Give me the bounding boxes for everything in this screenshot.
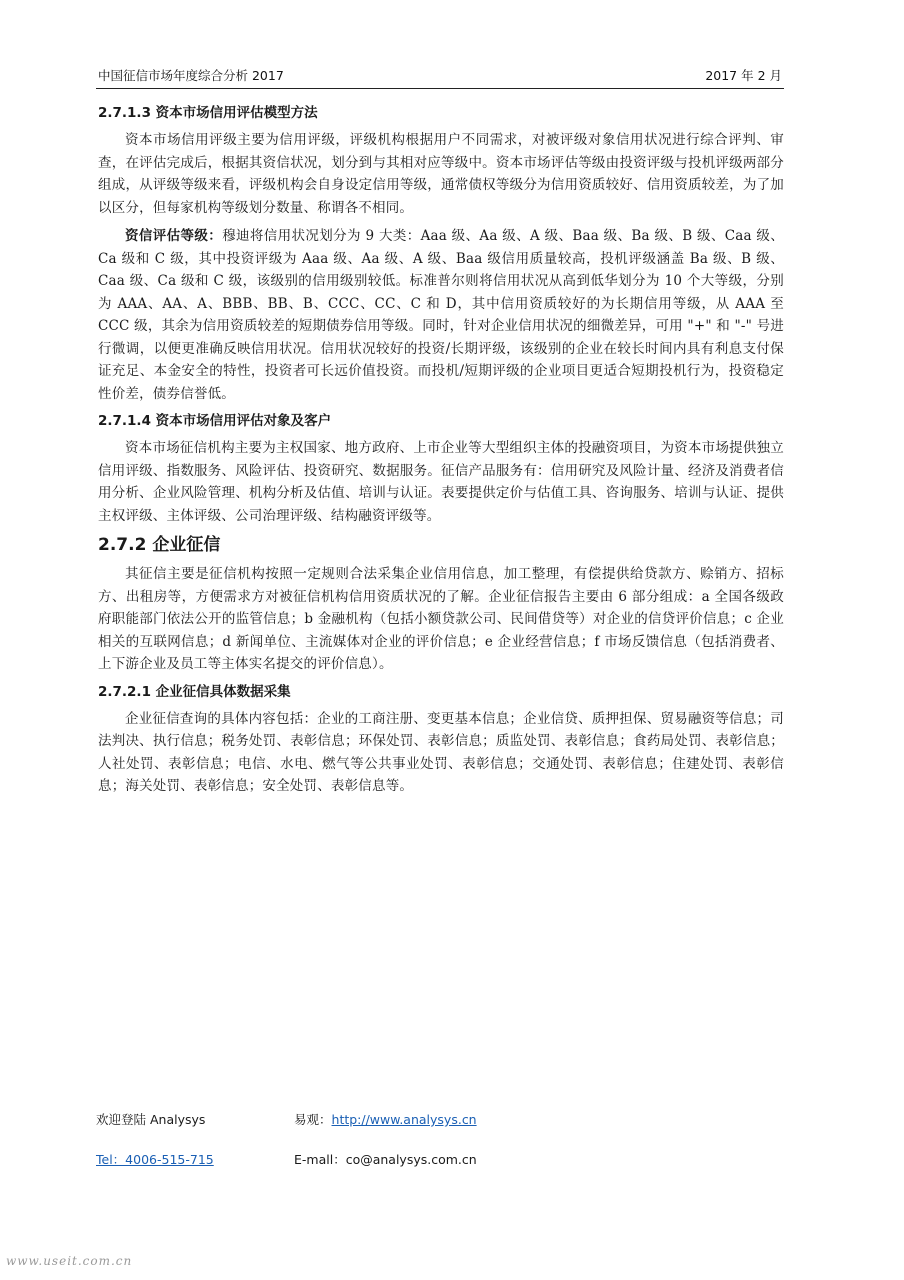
footer-site-label: 易观： (294, 1112, 332, 1127)
footer-email: E-mall：co@analysys.com.cn (294, 1152, 477, 1167)
header-title: 中国征信市场年度综合分析 2017 (98, 68, 284, 83)
paragraph-rating-levels (98, 225, 784, 405)
section-heading-2721: 2.7.2.1 企业征信具体数据采集 (98, 683, 291, 700)
paragraph-rating-methods: 资本市场信用评级主要为信用评级，评级机构根据用户不同需求，对被评级对象信用状况进行综合评判、审查，在评估完成后，根据其资信状况，划分到与其相对应等级中。资本市场评估等级由投资评级与投机评级两部分组成，从评级等级来看，评级机构会自身设定信用等级，通常债权等级分为信用资质较好、信用资质较差，为了加以区分，但每家机构等级划分数量、称谓各不相同。 (98, 132, 784, 216)
website-link[interactable]: http://www.analysys.cn (331, 1112, 477, 1127)
paragraph-data-collection: 企业征信查询的具体内容包括：企业的工商注册、变更基本信息；企业信贷、质押担保、贸易融资等信息；司法判决、执行信息；税务处罚、表彰信息；环保处罚、表彰信息；质监处罚、表彰信息；食药局处罚、表彰信息；人社处罚、表彰信息；电信、水电、燃气等公共事业处罚、表彰信息；交通处罚、表彰信息；住建处罚、表彰信息；海关处罚、表彰信息；安全处罚、表彰信息等。 (98, 710, 784, 794)
rating-levels-lead: 资信评估等级： (125, 228, 223, 244)
rating-levels-text: 穆迪将信用状况划分为 9 大类：Aaa 级、Aa 级、A 级、Baa 级、Ba 级、B 级、Caa 级、Ca 级和 C 级，其中投资评级为 Aaa 级、Aa 级、A 级、Baa 级信用质量较高，投机评级涵盖 Ba 级、B 级、Caa 级、Ca 级和 C 级，该级别的信用级别较低。标准普尔则将信用状况从高到低华划分为 10 个大等级，分别为 AAA、AA、A、BBB、BB、B、CCC、CC、C 和 D，其中信用资质较好的为长期信用等级，从 AAA 至 CCC 级，其余为信用资质较差的短期债券信用等级。同时，针对企业信用状况的细微差异，可用 "+" 和 "-" 号进行微调，以便更准确反映信用状况。信用状况较好的投资/长期评级，该级别的企业在较长时间内具有利息支付保证充足、本金安全的特性，投资者可长远价值投资。而投机/短期评级的企业项目更适合短期投机行为，投资稳定性价差，债券信誉低。 (98, 228, 784, 402)
footer-site (294, 1110, 477, 1128)
paragraph-enterprise-credit: 其征信主要是征信机构按照一定规则合法采集企业信用信息，加工整理，有偿提供给贷款方、赊销方、招标方、出租房等，方便需求方对被征信机构信用资质状况的了解。企业征信报告主要由 6 部分组成：a 全国各级政府职能部门依法公开的监管信息；b 金融机构（包括小额贷款公司、民间借贷等）对企业的信贷评价信息；c 企业相关的互联网信息；d 新闻单位、主流媒体对企业的评价信息；e 企业经营信息；f 市场反馈信息（包括消费者、上下游企业及员工等主体实名提交的评价信息）。 (98, 566, 784, 672)
section-heading-272: 2.7.2 企业征信 (98, 535, 221, 555)
section-heading-2714: 2.7.1.4 资本市场信用评估对象及客户 (98, 413, 332, 429)
section-heading-2713: 2.7.1.3 资本市场信用评估模型方法 (98, 105, 318, 121)
watermark: www.useit.com.cn (6, 1254, 133, 1268)
header-divider (96, 88, 784, 89)
document-body (98, 103, 784, 804)
header-date: 2017 年 2 月 (705, 68, 782, 83)
paragraph-rating-clients: 资本市场征信机构主要为主权国家、地方政府、上市企业等大型组织主体的投融资项目，为资本市场提供独立信用评级、指数服务、风险评估、投资研究、数据服务。征信产品服务有：信用研究及风险计量、经济及消费者信用分析、企业风险管理、机构分析及估值、培训与认证。表要提供定价与估值工具、咨询服务、培训与认证、提供主权评级、主体评级、公司治理评级、结构融资评级等。 (98, 440, 784, 524)
telephone-link[interactable]: Tel：4006-515-715 (96, 1152, 214, 1167)
footer-welcome: 欢迎登陆 Analysys (96, 1112, 206, 1127)
